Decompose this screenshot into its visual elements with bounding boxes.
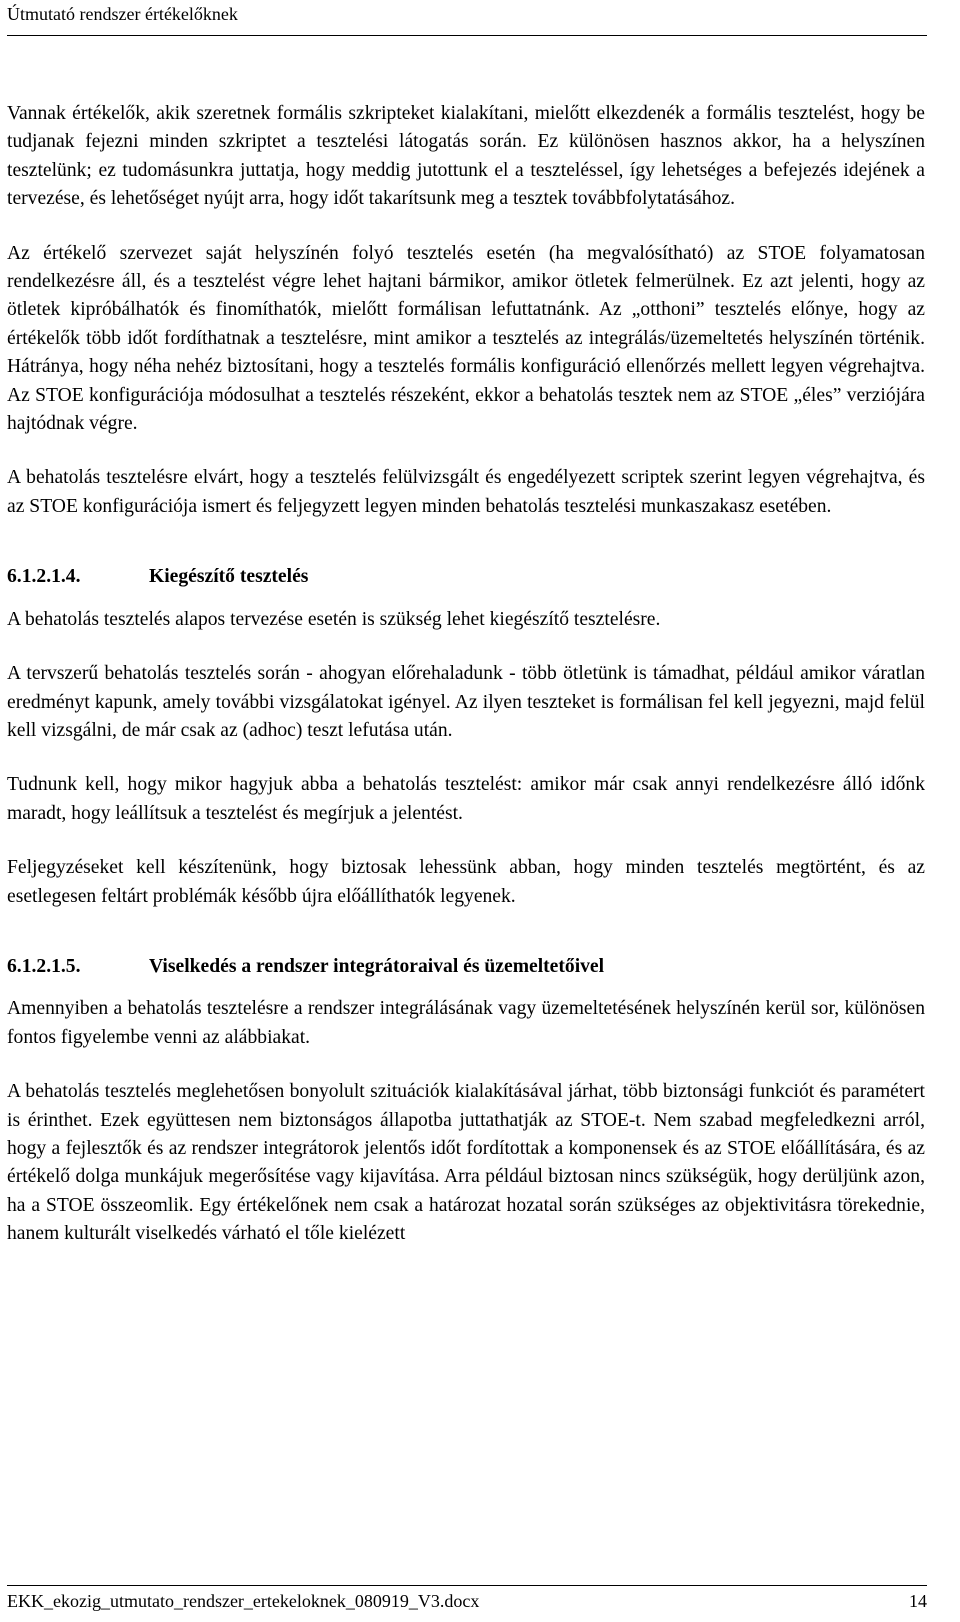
section-heading — [7, 953, 925, 981]
section-title: Kiegészítő tesztelés — [149, 566, 309, 588]
section-number: 6.1.2.1.5. — [7, 955, 81, 977]
paragraph: Az értékelő szervezet saját helyszínén folyó tesztelés esetén (ha megvalósítható) az STOE folyamatosan rendelkezésre áll, és a tesztelést végre lehet hajtani bármikor, amikor ötletek felmerülnek. Ez azt jelenti, hogy az ötletek kipróbálhatók és finomíthatók, mielőtt formálisan lefuttatnánk. Az „otthoni” tesztelés előnye, hogy az értékelők több időt fordíthatnak a tesztelésre, mint amikor a tesztelés az integrálás/üzemeltetés helyszínén történik. Hátránya, hogy néha nehéz biztosítani, hogy a tesztelés formális konfiguráció ellenőrzés mellett legyen végrehajtva. Az STOE konfigurációja módosulhat a tesztelés részeként, ekkor a behatolás tesztek nem az STOE „éles” verziójára hajtódnak végre. — [7, 242, 925, 435]
paragraph: A behatolás tesztelésre elvárt, hogy a tesztelés felülvizsgált és engedélyezett scriptek szerint legyen végrehajtva, és az STOE konfigurációja ismert és feljegyzett legyen minden behatolás tesztelési munkaszakasz esetében. — [7, 467, 925, 517]
footer-filename: EKK_ekozig_utmutato_rendszer_ertekeloknek_080919_V3.docx — [7, 1591, 480, 1611]
paragraph: Amennyiben a behatolás tesztelésre a rendszer integrálásának vagy üzemeltetésének helyszínén kerül sor, különösen fontos figyelembe venni az alábbiakat. — [7, 998, 925, 1048]
header-title: Útmutató rendszer értékelőknek — [7, 4, 238, 24]
section-heading — [7, 563, 925, 591]
paragraph: Vannak értékelők, akik szeretnek formális szkripteket kialakítani, mielőtt elkezdenék a formális tesztelést, hogy be tudjanak fejezni minden szkriptet a tesztelési látogatás során. Ez különösen hasznos akkor, ha a helyszínen tesztelünk; ez tudomásunkra juttatja, hogy meddig jutottunk el a teszteléssel, így lehetséges a befejezés idejének a tervezése, és lehetőséget nyújt arra, hogy időt takarítsunk meg a tesztek továbbfolytatásához. — [7, 103, 925, 210]
paragraph: Tudnunk kell, hogy mikor hagyjuk abba a behatolás tesztelést: amikor már csak annyi rendelkezésre álló időnk maradt, hogy leállítsuk a tesztelést és megírjuk a jelentést. — [7, 774, 925, 824]
paragraph: A behatolás tesztelés meglehetősen bonyolult szituációk kialakításával járhat, több biztonsági funkciót és paramétert is érinthet. Ezek együttesen nem biztonságos állapotba juttathatják az STOE-t. Nem szabad megfeledkezni arról, hogy a fejlesztők és az rendszer integrátorok jelentős időt fordítottak a komponensek és az STOE előállítására, és az értékelő dolga munkájuk megerősítése vagy kijavítása. Arra például biztosan nincs szükségük, hogy derüljünk azon, ha a STOE összeomlik. Egy értékelőnek nem csak a határozat hozatal során szükséges az objektivitásra törekednie, hanem kulturált viselkedés várható el tőle kielézett — [7, 1081, 925, 1245]
document-body — [7, 100, 925, 1275]
page-header — [7, 2, 937, 26]
footer-divider — [7, 1585, 927, 1586]
section-number: 6.1.2.1.4. — [7, 566, 81, 588]
page-footer — [7, 1589, 927, 1613]
section-title: Viselkedés a rendszer integrátoraival és üzemeltetőivel — [149, 955, 605, 977]
paragraph: A behatolás tesztelés alapos tervezése esetén is szükség lehet kiegészítő tesztelésre. — [7, 608, 661, 630]
page-number: 14 — [909, 1591, 927, 1611]
paragraph: Feljegyzéseket kell készítenünk, hogy biztosak lehessünk abban, hogy minden tesztelés megtörtént, és az esetlegesen feltárt problémák később újra előállíthatók legyenek. — [7, 857, 925, 907]
paragraph: A tervszerű behatolás tesztelés során - ahogyan előrehaladunk - több ötletünk is támadhat, például amikor váratlan eredményt kapunk, amely további vizsgálatokat igényel. Az ilyen teszteket is formálisan fel kell jegyezni, majd felül kell vizsgálni, de már csak az (adhoc) teszt lefutása után. — [7, 663, 925, 741]
header-divider — [7, 35, 927, 36]
